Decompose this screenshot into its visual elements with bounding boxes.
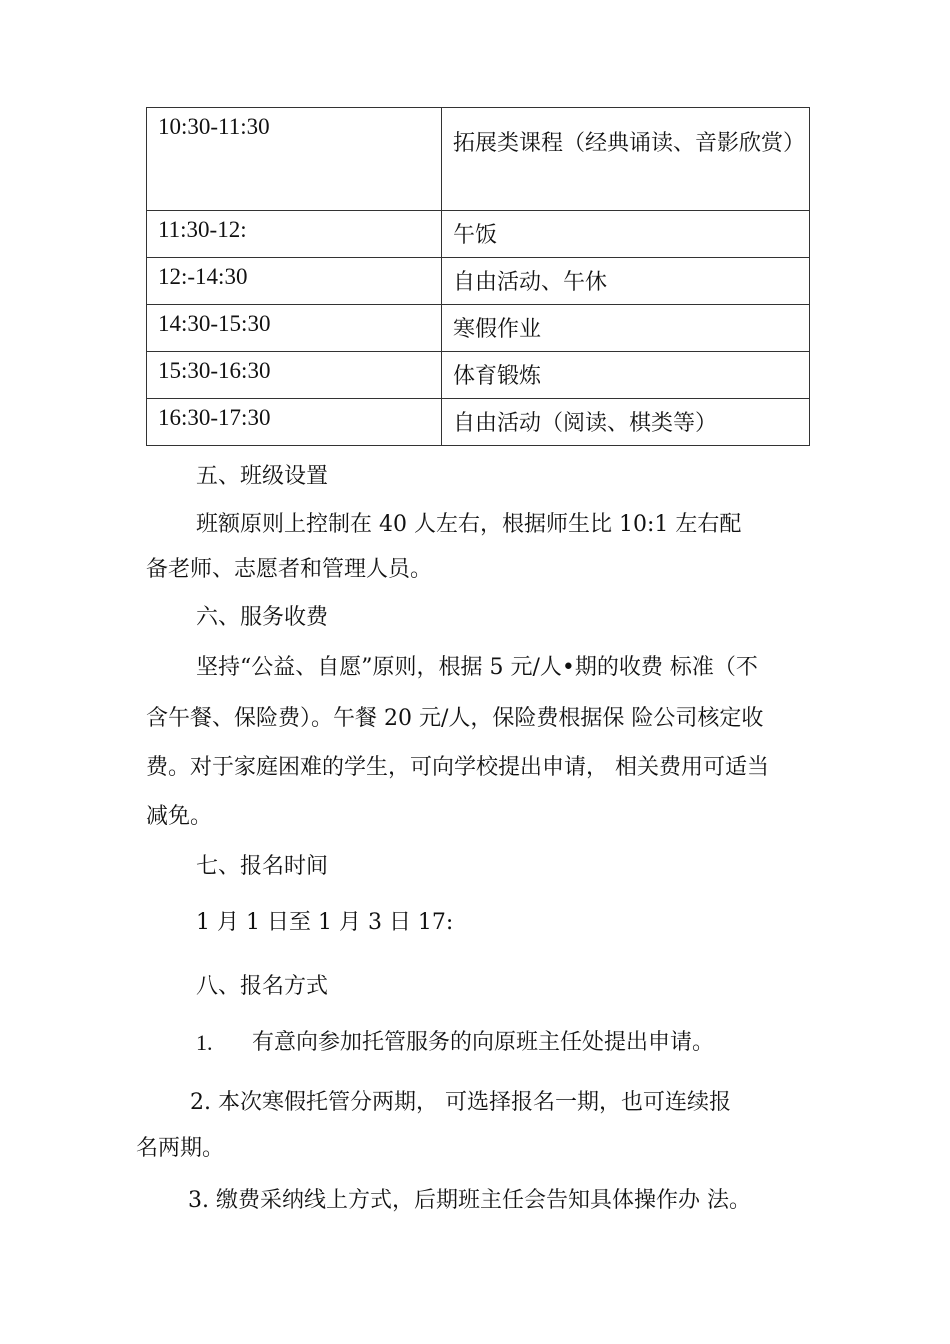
schedule-table — [146, 107, 810, 446]
time-cell: 11:30-12: — [147, 211, 442, 258]
table-row — [147, 211, 810, 258]
time-cell: 15:30-16:30 — [147, 352, 442, 399]
time-cell: 12:-14:30 — [147, 258, 442, 305]
table-row — [147, 352, 810, 399]
activity-cell: 体育锻炼 — [442, 352, 810, 399]
activity-cell: 拓展类课程（经典诵读、音影欣赏） — [442, 108, 810, 211]
table-row — [147, 399, 810, 446]
section6-paragraph-line: 减免。 — [146, 804, 213, 829]
list-item-number: 1. — [196, 1030, 213, 1055]
table-row — [147, 258, 810, 305]
list-item-text: 3. 缴费采纳线上方式，后期班主任会告知具体操作办 法。 — [188, 1188, 751, 1213]
activity-cell: 寒假作业 — [442, 305, 810, 352]
table-row — [147, 305, 810, 352]
section8-heading: 八、报名方式 — [196, 974, 329, 999]
section5-heading: 五、班级设置 — [196, 464, 329, 489]
list-item-text: 2. 本次寒假托管分两期， 可选择报名一期，也可连续报 — [190, 1090, 731, 1115]
list-item-text: 有意向参加托管服务的向原班主任处提出申请。 — [252, 1030, 715, 1055]
activity-cell: 午饭 — [442, 211, 810, 258]
list-item-text: 名两期。 — [136, 1136, 225, 1161]
time-cell: 10:30-11:30 — [147, 108, 442, 211]
section6-paragraph-line: 含午餐、保险费）。午餐 20 元/人，保险费根据保 险公司核定收 — [146, 706, 764, 731]
section5-paragraph-line: 备老师、志愿者和管理人员。 — [146, 557, 433, 582]
section7-heading: 七、报名时间 — [196, 854, 329, 879]
activity-cell: 自由活动、午休 — [442, 258, 810, 305]
section6-paragraph-line: 坚持“公益、自愿”原则，根据 5 元/人•期的收费 标准（不 — [196, 655, 758, 680]
section6-heading: 六、服务收费 — [196, 605, 329, 630]
table-row — [147, 108, 810, 211]
section5-paragraph-line: 班额原则上控制在 40 人左右，根据师生比 10:1 左右配 — [196, 512, 742, 537]
time-cell: 16:30-17:30 — [147, 399, 442, 446]
registration-time: 1 月 1 日至 1 月 3 日 17: — [196, 910, 454, 935]
time-cell: 14:30-15:30 — [147, 305, 442, 352]
activity-cell: 自由活动（阅读、棋类等） — [442, 399, 810, 446]
section6-paragraph-line: 费。对于家庭困难的学生，可向学校提出申请， 相关费用可适当 — [146, 755, 769, 780]
